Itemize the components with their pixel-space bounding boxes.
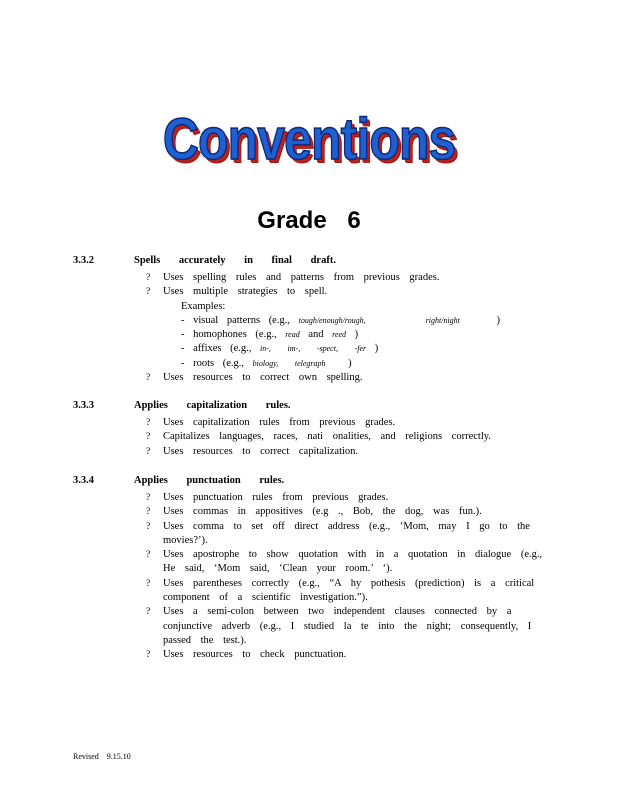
list-item: ? Uses multiple strategies to spell. xyxy=(146,285,546,299)
item-list xyxy=(146,416,546,459)
example-roots: - roots (e.g., biology, telegraph ) xyxy=(181,357,352,369)
bullet-icon: ? xyxy=(146,446,151,457)
grade-heading: Grade 6 xyxy=(257,207,361,234)
bullet-icon: ? xyxy=(146,418,151,428)
list-item: ? Uses parentheses correctly (e.g., “A hy pothesis (prediction) is a critical component of a scientific investigation.”). xyxy=(146,577,535,604)
list-item: ? Uses spelling rules and patterns from previous grades. xyxy=(146,271,546,285)
list-item: ? Uses resources to correct capitalization. xyxy=(146,445,546,459)
list-item: ? Uses resources to correct own spelling. xyxy=(146,371,546,385)
list-item: ? Uses a semi-colon between two independent clauses connected by a conjunctive adverb (e.g., I studied la te into the night; consequently, I passed the test.). xyxy=(146,606,532,646)
section-code: 3.3.3 xyxy=(73,400,94,411)
bullet-icon: ? xyxy=(146,273,151,283)
example-visual-patterns: - visual patterns (e.g., tough/enough/rough, right/night ) xyxy=(181,314,501,326)
page-title: Conventions xyxy=(162,107,456,172)
bullet-icon: ? xyxy=(146,373,151,384)
list-item: ? Uses commas in appositives (e.g ., Bob, the dog, was fun.). xyxy=(146,505,546,519)
revision-footer: Revised 9.15.10 xyxy=(73,752,131,761)
bullet-icon: ? xyxy=(146,607,151,618)
bullet-icon: ? xyxy=(146,432,151,443)
list-item: ? Uses capitalization rules from previous grades. xyxy=(146,416,546,430)
section-heading: Applies punctuation rules. xyxy=(134,475,285,486)
bullet-icon: ? xyxy=(146,521,151,532)
list-item: ? Uses punctuation rules from previous grades. xyxy=(146,491,546,505)
section-code: 3.3.4 xyxy=(73,475,94,486)
list-item: ? Uses resources to check punctuation. xyxy=(146,648,546,662)
title-banner xyxy=(0,106,618,173)
bullet-icon: ? xyxy=(146,493,151,503)
item-list xyxy=(146,271,546,385)
bullet-icon: ? xyxy=(146,550,151,561)
section-code: 3.3.2 xyxy=(73,255,94,266)
list-item: ? Uses comma to set off direct address (e.g., ‘Mom, may I go to the movies?’). xyxy=(146,520,530,546)
examples-label: Examples: xyxy=(181,300,226,312)
example-affixes: - affixes (e.g., in-, im-, -spect, -fer ) xyxy=(181,343,379,355)
bullet-icon: ? xyxy=(146,507,151,518)
section-heading: Spells accurately in final draft. xyxy=(134,255,336,266)
bullet-icon: ? xyxy=(146,578,151,589)
section-heading: Applies capitalization rules. xyxy=(134,400,291,411)
bullet-icon: ? xyxy=(146,287,151,298)
bullet-icon: ? xyxy=(146,650,151,661)
list-item: ? Uses apostrophe to show quotation with in a quotation in dialogue (e.g., He said, ‘Mom said, ‘Clean your room.’ ‘). xyxy=(146,549,543,575)
example-homophones: - homophones (e.g., read and reed ) xyxy=(181,329,359,341)
item-list xyxy=(146,491,546,663)
list-item: ? Capitalizes languages, races, nati onalities, and religions correctly. xyxy=(146,430,546,444)
